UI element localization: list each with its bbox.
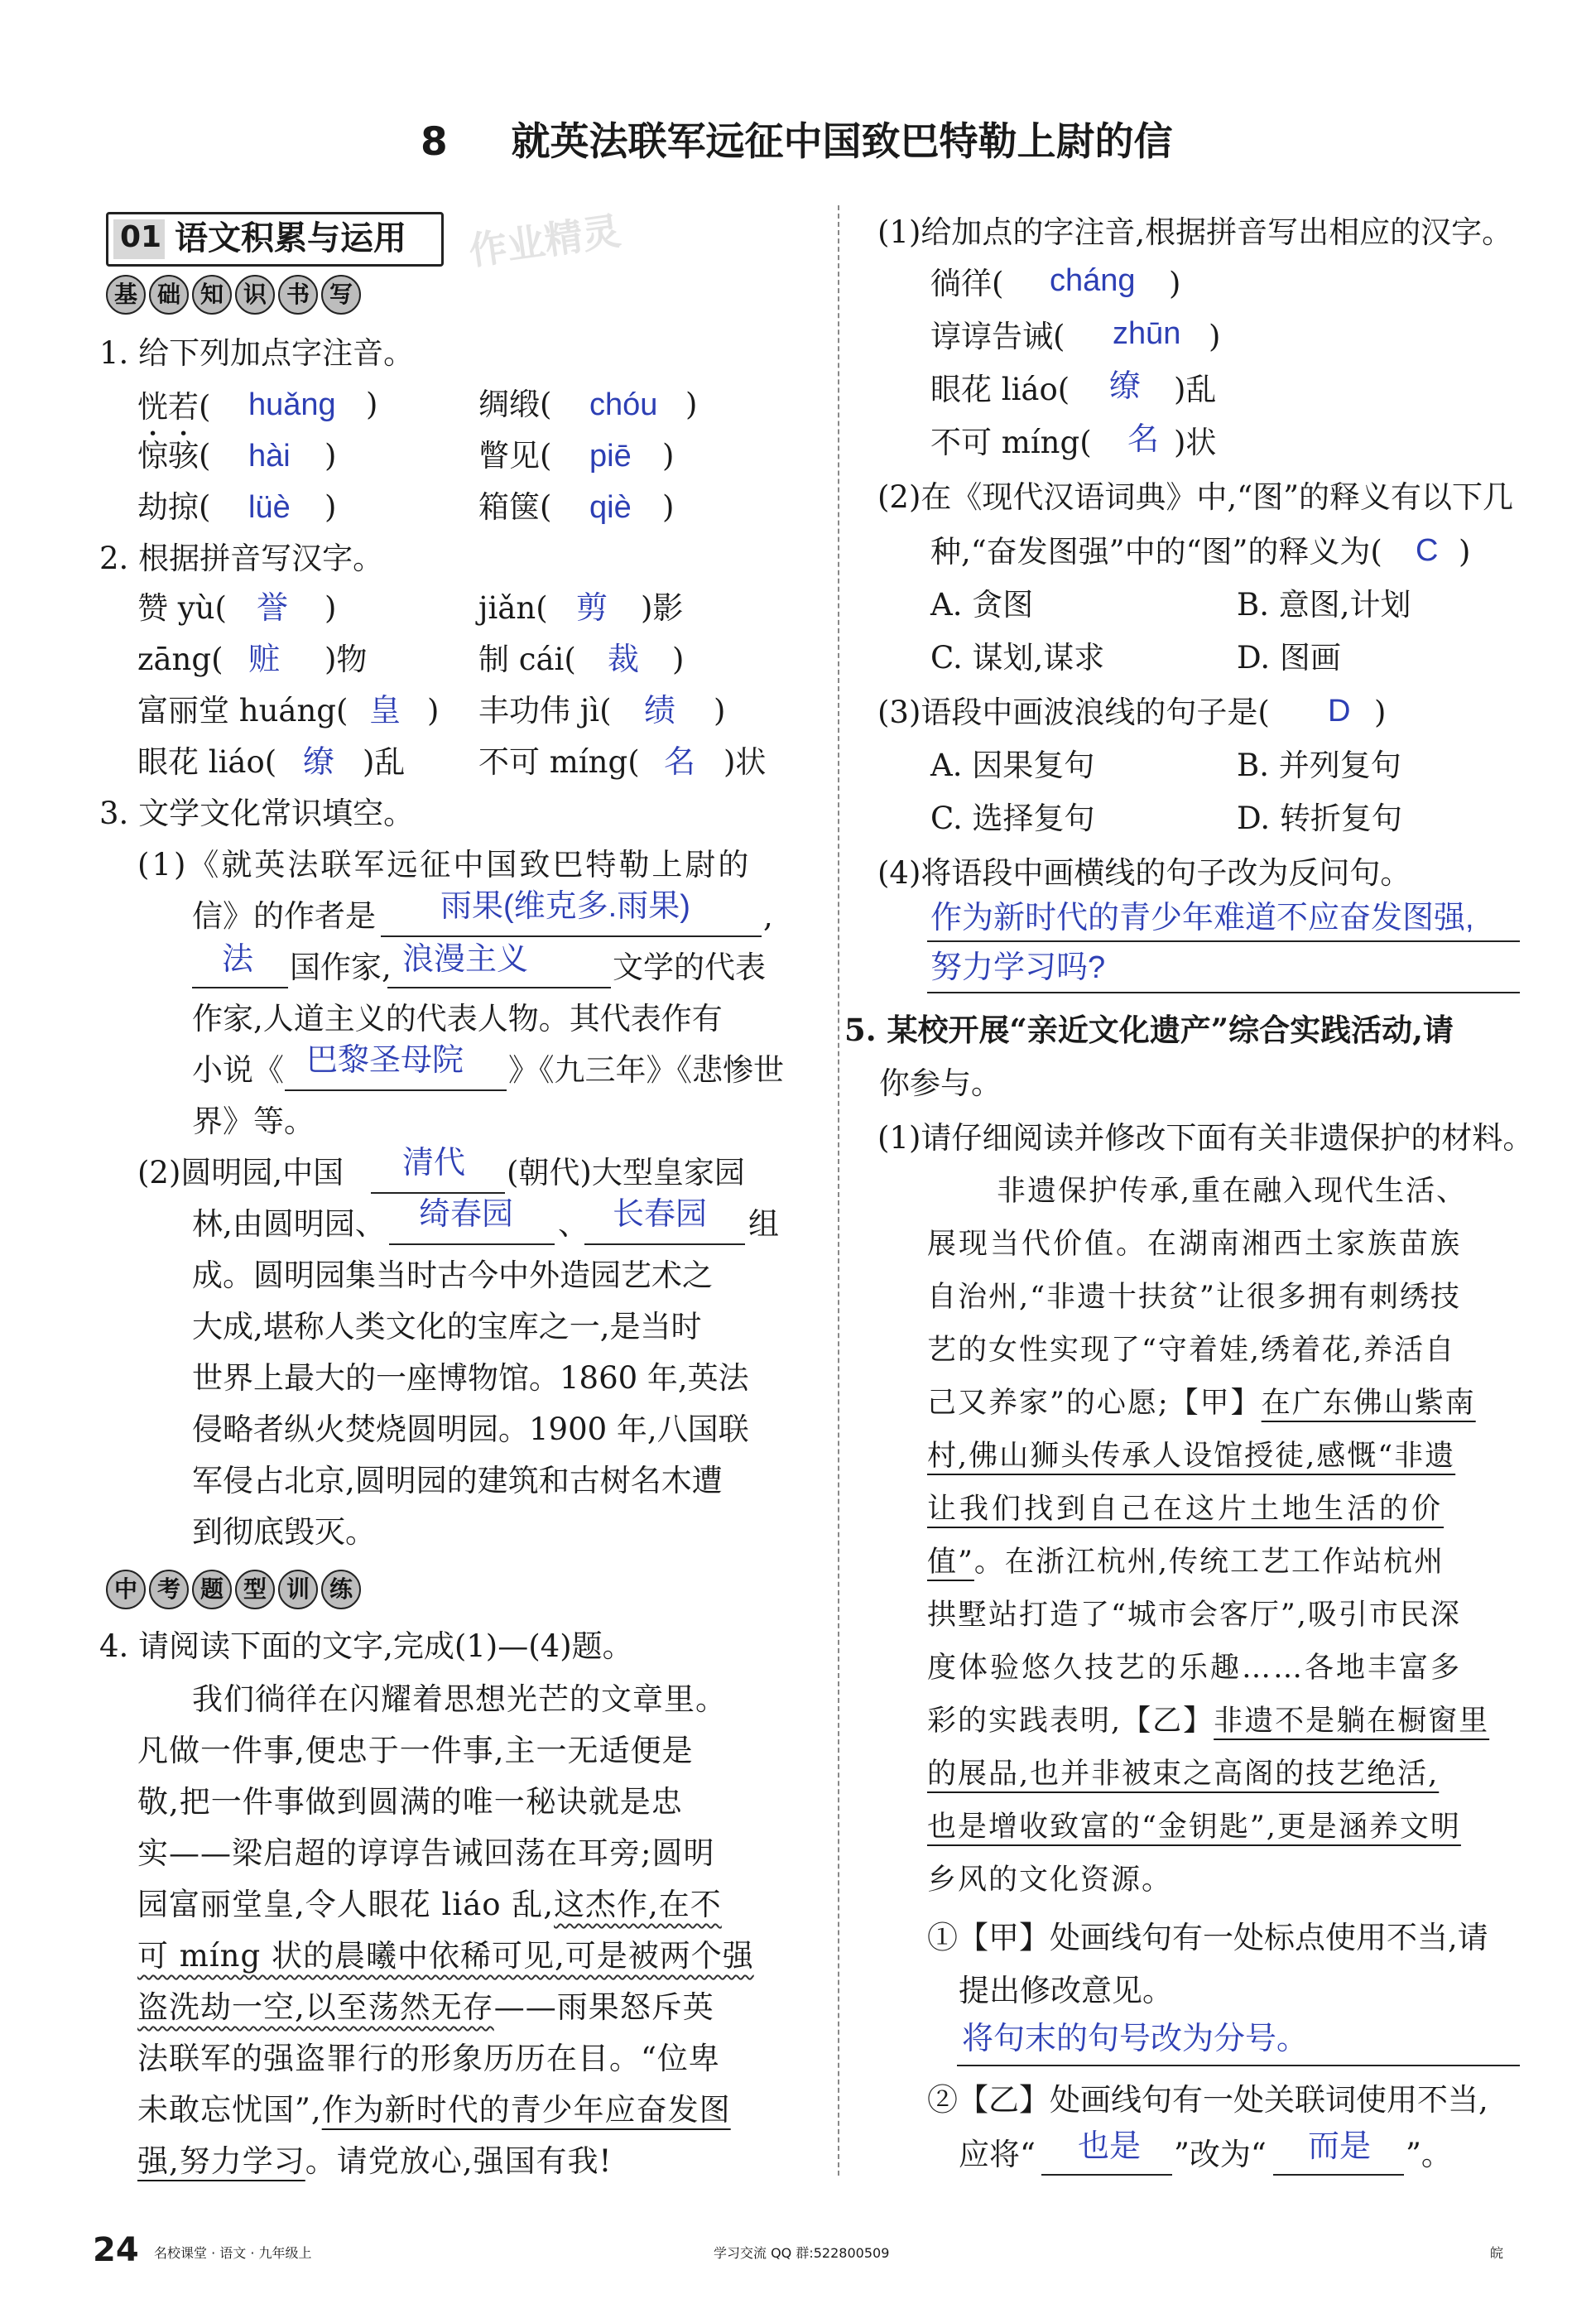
q4-passage-line: 盗洗劫一空,以至荡然无存——雨果怒斥英 <box>137 1989 714 2025</box>
badge-basic-knowledge <box>106 275 361 315</box>
q1-r1-b-answer: chóu <box>589 387 658 422</box>
q4-sub2-option: D. 图画 <box>1237 640 1341 676</box>
q1-r3-a-answer: lüè <box>248 490 291 525</box>
q4-sub1-close: ) <box>1169 266 1181 301</box>
badge-char: 型 <box>235 1570 275 1609</box>
q3-novel-answer: 巴黎圣母院 <box>306 1043 464 1078</box>
q2-r1-a: 赞 yù( <box>137 590 227 626</box>
q3-country-answer: 法 <box>222 942 254 977</box>
q2-r3-a: 富丽堂 huáng( <box>137 693 349 729</box>
page-number: 24 <box>93 2231 139 2269</box>
badge-char: 训 <box>278 1570 318 1609</box>
q4-sub3-close: ) <box>1374 695 1387 730</box>
q4-passage-line: 我们徜徉在闪耀着思想光芒的文章里。 <box>192 1681 727 1717</box>
q4-sub1-close: )状 <box>1174 425 1217 460</box>
q4-passage-line: 凡做一件事,便忠于一件事,主一无适便是 <box>137 1733 694 1768</box>
q1-r2-a-answer: hài <box>248 439 291 474</box>
q4-sub1-answer: 缭 <box>1109 369 1142 404</box>
q1-r3-a-close: ) <box>324 489 337 525</box>
q3-p2-line: 军侵占北京,圆明园的建筑和古树名木遭 <box>192 1463 723 1498</box>
q3-p2-line: 世界上最大的一座博物馆。1860 年,英法 <box>192 1360 749 1396</box>
q3-p1-line: 国作家, <box>290 950 392 985</box>
q4-sub1-item: 不可 míng( <box>930 425 1092 460</box>
q4-sub2-close: ) <box>1459 534 1471 570</box>
q2-r4-b-close: )状 <box>723 744 767 780</box>
q1-r1-b-close: ) <box>685 387 698 422</box>
blank-underline <box>389 1243 555 1245</box>
badge-char: 知 <box>192 275 232 315</box>
badge-char: 写 <box>321 275 361 315</box>
region-mark: 皖 <box>1490 2245 1504 2261</box>
q2-r1-a-answer: 誉 <box>257 591 289 626</box>
blank-underline <box>285 1089 507 1091</box>
q1-r2-a: 惊骇( <box>137 438 211 474</box>
answer-underline <box>957 2065 1520 2066</box>
lesson-number: 8 <box>421 119 448 165</box>
q4-sub1-answer: 名 <box>1127 422 1160 457</box>
q5-material-line: 彩的实践表明,【乙】非遗不是躺在橱窗里 <box>927 1705 1490 1738</box>
q3-p1-line: (1)《就英法联军远征中国致巴特勒上尉的 <box>137 847 752 882</box>
q4-sub3-option: A. 因果复句 <box>930 748 1095 783</box>
q4-passage-line: 敬,把一件事做到圆满的唯一秘诀就是忠 <box>137 1784 683 1820</box>
q3-p1-line: 》《九三年》《悲惨世 <box>508 1052 784 1088</box>
q1-r2-b-close: ) <box>662 438 675 474</box>
q1-r2-b: 瞥见( <box>478 438 552 474</box>
q4-sub1-close: )乱 <box>1174 372 1217 407</box>
q3-stem: 3. 文学文化常识填空。 <box>99 796 415 831</box>
blank-underline <box>192 987 288 988</box>
q3-p1-line: 文学的代表 <box>613 950 766 985</box>
q3-lit-answer: 浪漫主义 <box>402 942 529 977</box>
section-label: 语文积累与运用 <box>175 219 406 257</box>
badge-char: 基 <box>106 275 146 315</box>
q3-p1-line: 作家,人道主义的代表人物。其代表作有 <box>192 1001 723 1036</box>
q2-r2-a-answer: 赃 <box>248 642 281 677</box>
q5-item2: ”改为“ <box>1174 2137 1267 2172</box>
q3-p2-line: 林,由圆明园、 <box>192 1206 386 1242</box>
blank-underline <box>1041 2174 1172 2176</box>
q1-r2-a-close: ) <box>324 438 337 474</box>
badge-char: 识 <box>235 275 275 315</box>
q5-item2: 应将“ <box>959 2137 1036 2172</box>
q4-passage-line: 强,努力学习。请党放心,强国有我! <box>137 2143 613 2179</box>
q4-sub2-answer: C <box>1416 533 1439 568</box>
q4-wavy-line: 可 míng 状的晨曦中依稀可见,可是被两个强 <box>137 1938 754 1974</box>
q1-r2-b-answer: piē <box>589 439 632 474</box>
q4-passage-line: 未敢忘忧国”,作为新时代的青少年应奋发图 <box>137 2092 731 2128</box>
q5-stem: 5. 某校开展“亲近文化遗产”综合实践活动,请 <box>844 1012 1454 1048</box>
q5-material-line: 值”。在浙江杭州,传统工艺工作站杭州 <box>927 1546 1445 1579</box>
q4-sub3: (3)语段中画波浪线的句子是( <box>877 695 1270 730</box>
q5-material-line: 非遗保护传承,重在融入现代生活、 <box>997 1175 1468 1208</box>
q2-r1-a-close: ) <box>324 590 337 626</box>
q5-item2-answer: 而是 <box>1308 2129 1372 2164</box>
q3-p1-comma: , <box>763 898 773 934</box>
q4-sub3-answer: D <box>1328 694 1351 729</box>
q2-r2-a: zāng( <box>137 642 224 677</box>
q5-item2: ”。 <box>1406 2137 1452 2172</box>
q5-underlined-line: 也是增收致富的“金钥匙”,更是涵养文明 <box>927 1811 1461 1844</box>
q4-sub3-option: B. 并列复句 <box>1237 748 1401 783</box>
q2-r4-a: 眼花 liáo( <box>137 744 277 780</box>
badge-char: 考 <box>149 1570 189 1609</box>
q5-material-line: 艺的女性实现了“守着娃,绣着花,养活自 <box>927 1334 1456 1367</box>
blank-underline <box>1273 2174 1404 2176</box>
section-header <box>106 212 444 267</box>
q4-sub3-option: D. 转折复句 <box>1237 801 1402 836</box>
q3-p2-line: 成。圆明园集当时古今中外造园艺术之 <box>192 1258 713 1293</box>
q4-passage-line: 园富丽堂皇,令人眼花 liáo 乱,这杰作,在不 <box>137 1887 722 1922</box>
q3-p2-line: (2)圆明园,中国 <box>137 1155 344 1190</box>
q1-r1-a-answer: huǎng <box>248 387 336 422</box>
blank-underline <box>381 935 762 937</box>
q5-material-line: 展现当代价值。在湖南湘西土家族苗族 <box>927 1228 1463 1261</box>
q2-r1-b: jiǎn( <box>478 590 548 626</box>
badge-char: 书 <box>278 275 318 315</box>
q5-item2-answer: 也是 <box>1078 2129 1142 2164</box>
q2-r1-b-answer: 剪 <box>576 591 608 626</box>
q1-r3-b-answer: qiè <box>589 490 632 525</box>
qq-group: 学习交流 QQ 群:522800509 <box>714 2245 890 2261</box>
q5-material-line: 自治州,“非遗十扶贫”让很多拥有刺绣技 <box>927 1281 1461 1314</box>
q3-author-answer: 雨果(维克多.雨果) <box>440 889 690 924</box>
q2-r3-b: 丰功伟 jì( <box>478 693 612 729</box>
q3-garden2-answer: 长春园 <box>613 1197 708 1232</box>
q5-item2: ②【乙】处画线句有一处关联词使用不当, <box>927 2082 1488 2118</box>
q3-p2-sep: 、 <box>558 1206 589 1242</box>
q3-p2-line: 大成,堪称人类文化的宝库之一,是当时 <box>192 1309 702 1344</box>
q4-stem: 4. 请阅读下面的文字,完成(1)—(4)题。 <box>99 1628 633 1664</box>
badge-char: 中 <box>106 1570 146 1609</box>
blank-underline <box>387 987 611 988</box>
q4-sub4-answer: 作为新时代的青少年难道不应奋发图强, <box>930 901 1474 935</box>
q3-p1-line: 小说《 <box>192 1052 284 1088</box>
answer-underline <box>927 992 1520 993</box>
q1-stem: 1. 给下列加点字注音。 <box>99 335 415 371</box>
q5-material-line: 乡风的文化资源。 <box>927 1864 1173 1897</box>
q5-stem: 你参与。 <box>879 1065 1002 1101</box>
q2-r2-b-answer: 裁 <box>608 642 640 677</box>
q5-item1: ①【甲】处画线句有一处标点使用不当,请 <box>927 1920 1488 1955</box>
q1-r1-a: 恍若( <box>137 389 211 425</box>
q1-r3-b: 箱箧( <box>478 489 552 525</box>
q1-r1-b: 绸缎( <box>478 387 552 422</box>
q5-material-line: 己又养家”的心愿;【甲】在广东佛山紫南 <box>927 1387 1476 1420</box>
page-title <box>421 119 1173 165</box>
q1-r3-b-close: ) <box>662 489 675 525</box>
q3-p2-line: 到彻底毁灭。 <box>192 1514 376 1550</box>
q2-r3-a-close-paren: ) <box>427 693 440 729</box>
q4-sub4: (4)将语段中画横线的句子改为反问句。 <box>877 855 1411 891</box>
q2-r3-b-close: ) <box>714 693 726 729</box>
q4-sub2-option: C. 谋划,谋求 <box>930 640 1105 676</box>
badge-exam-training <box>106 1570 361 1609</box>
q2-r3-a-answer: 皇 <box>369 694 401 729</box>
q2-r2-b-close: ) <box>672 642 685 677</box>
q4-sub1-answer: cháng <box>1050 263 1136 298</box>
q4-sub1-item: 眼花 liáo( <box>930 372 1070 407</box>
q5-underlined-line: 的展品,也并非被束之高阁的技艺绝活, <box>927 1758 1440 1791</box>
q4-sub1-answer: zhūn <box>1113 316 1181 351</box>
q4-sub3-option: C. 选择复句 <box>930 801 1095 836</box>
q3-p1-line: 界》等。 <box>192 1104 315 1139</box>
lesson-title: 就英法联军远征中国致巴特勒上尉的信 <box>511 119 1173 165</box>
q4-sub1-close: ) <box>1209 319 1221 354</box>
q5-material-line: 拱墅站打造了“城市会客厅”,吸引市民深 <box>927 1599 1461 1632</box>
q5-underlined-line: 村,佛山狮头传承人设馆授徒,感慨“非遗 <box>927 1440 1456 1473</box>
q3-p2-line: (朝代)大型皇家园 <box>507 1155 745 1190</box>
q4-sub4-answer: 努力学习吗? <box>930 950 1106 985</box>
q3-p2-line: 侵略者纵火焚烧圆明园。1900 年,八国联 <box>192 1411 749 1447</box>
q4-sub2: (2)在《现代汉语词典》中,“图”的释义有以下几 <box>877 479 1514 515</box>
badge-char: 础 <box>149 275 189 315</box>
q2-r2-a-close: )物 <box>324 642 368 677</box>
book-name: 名校课堂 · 语文 · 九年级上 <box>154 2245 312 2261</box>
q3-dynasty-answer: 清代 <box>402 1146 466 1181</box>
q4-sub2-option: B. 意图,计划 <box>1237 587 1411 623</box>
q3-p2-line: 组 <box>748 1206 779 1242</box>
q2-r4-b: 不可 míng( <box>478 744 640 780</box>
q4-sub1-item: 徜徉( <box>930 266 1004 301</box>
q5-sub1: (1)请仔细阅读并修改下面有关非遗保护的材料。 <box>877 1120 1534 1156</box>
q2-r3-b-answer: 绩 <box>644 694 676 729</box>
q5-material-line: 度体验悠久技艺的乐趣……各地丰富多 <box>927 1652 1463 1685</box>
section-number: 01 <box>120 220 162 254</box>
q4-passage-line: 法联军的强盗罪行的形象历历在目。“位卑 <box>137 2041 720 2076</box>
q2-r2-b: 制 cái( <box>478 642 576 677</box>
q4-passage-line: 实——梁启超的谆谆告诫回荡在耳旁;圆明 <box>137 1835 715 1871</box>
q2-r4-a-answer: 缭 <box>303 745 335 780</box>
badge-char: 练 <box>321 1570 361 1609</box>
q2-r4-b-answer: 名 <box>664 745 696 780</box>
q5-item1-answer: 将句末的句号改为分号。 <box>962 2022 1309 2056</box>
answer-underline <box>927 940 1520 942</box>
q2-r1-b-close: )影 <box>641 590 684 626</box>
q4-sub2-option: A. 贪图 <box>930 587 1034 623</box>
q5-underlined-line: 让我们找到自己在这片土地生活的价 <box>927 1493 1445 1526</box>
blank-underline <box>371 1192 505 1194</box>
watermark-logo: 作业精灵 <box>466 208 623 274</box>
q4-sub1-item: 谆谆告诫( <box>930 319 1065 354</box>
blank-underline <box>584 1243 745 1245</box>
q1-r3-a: 劫掠( <box>137 489 211 525</box>
q1-r1-a-close: ) <box>366 387 378 422</box>
q4-sub2: 种,“奋发图强”中的“图”的释义为( <box>930 534 1382 570</box>
q3-p1-line: 信》的作者是 <box>192 898 376 934</box>
badge-char: 题 <box>192 1570 232 1609</box>
q2-stem: 2. 根据拼音写汉字。 <box>99 541 384 576</box>
q4-sub1: (1)给加点的字注音,根据拼音写出相应的汉字。 <box>877 214 1513 250</box>
q2-r4-a-close: )乱 <box>363 744 406 780</box>
q5-item1: 提出修改意见。 <box>959 1973 1173 2008</box>
q3-garden1-answer: 绮春园 <box>419 1197 514 1232</box>
column-divider <box>838 205 839 2176</box>
